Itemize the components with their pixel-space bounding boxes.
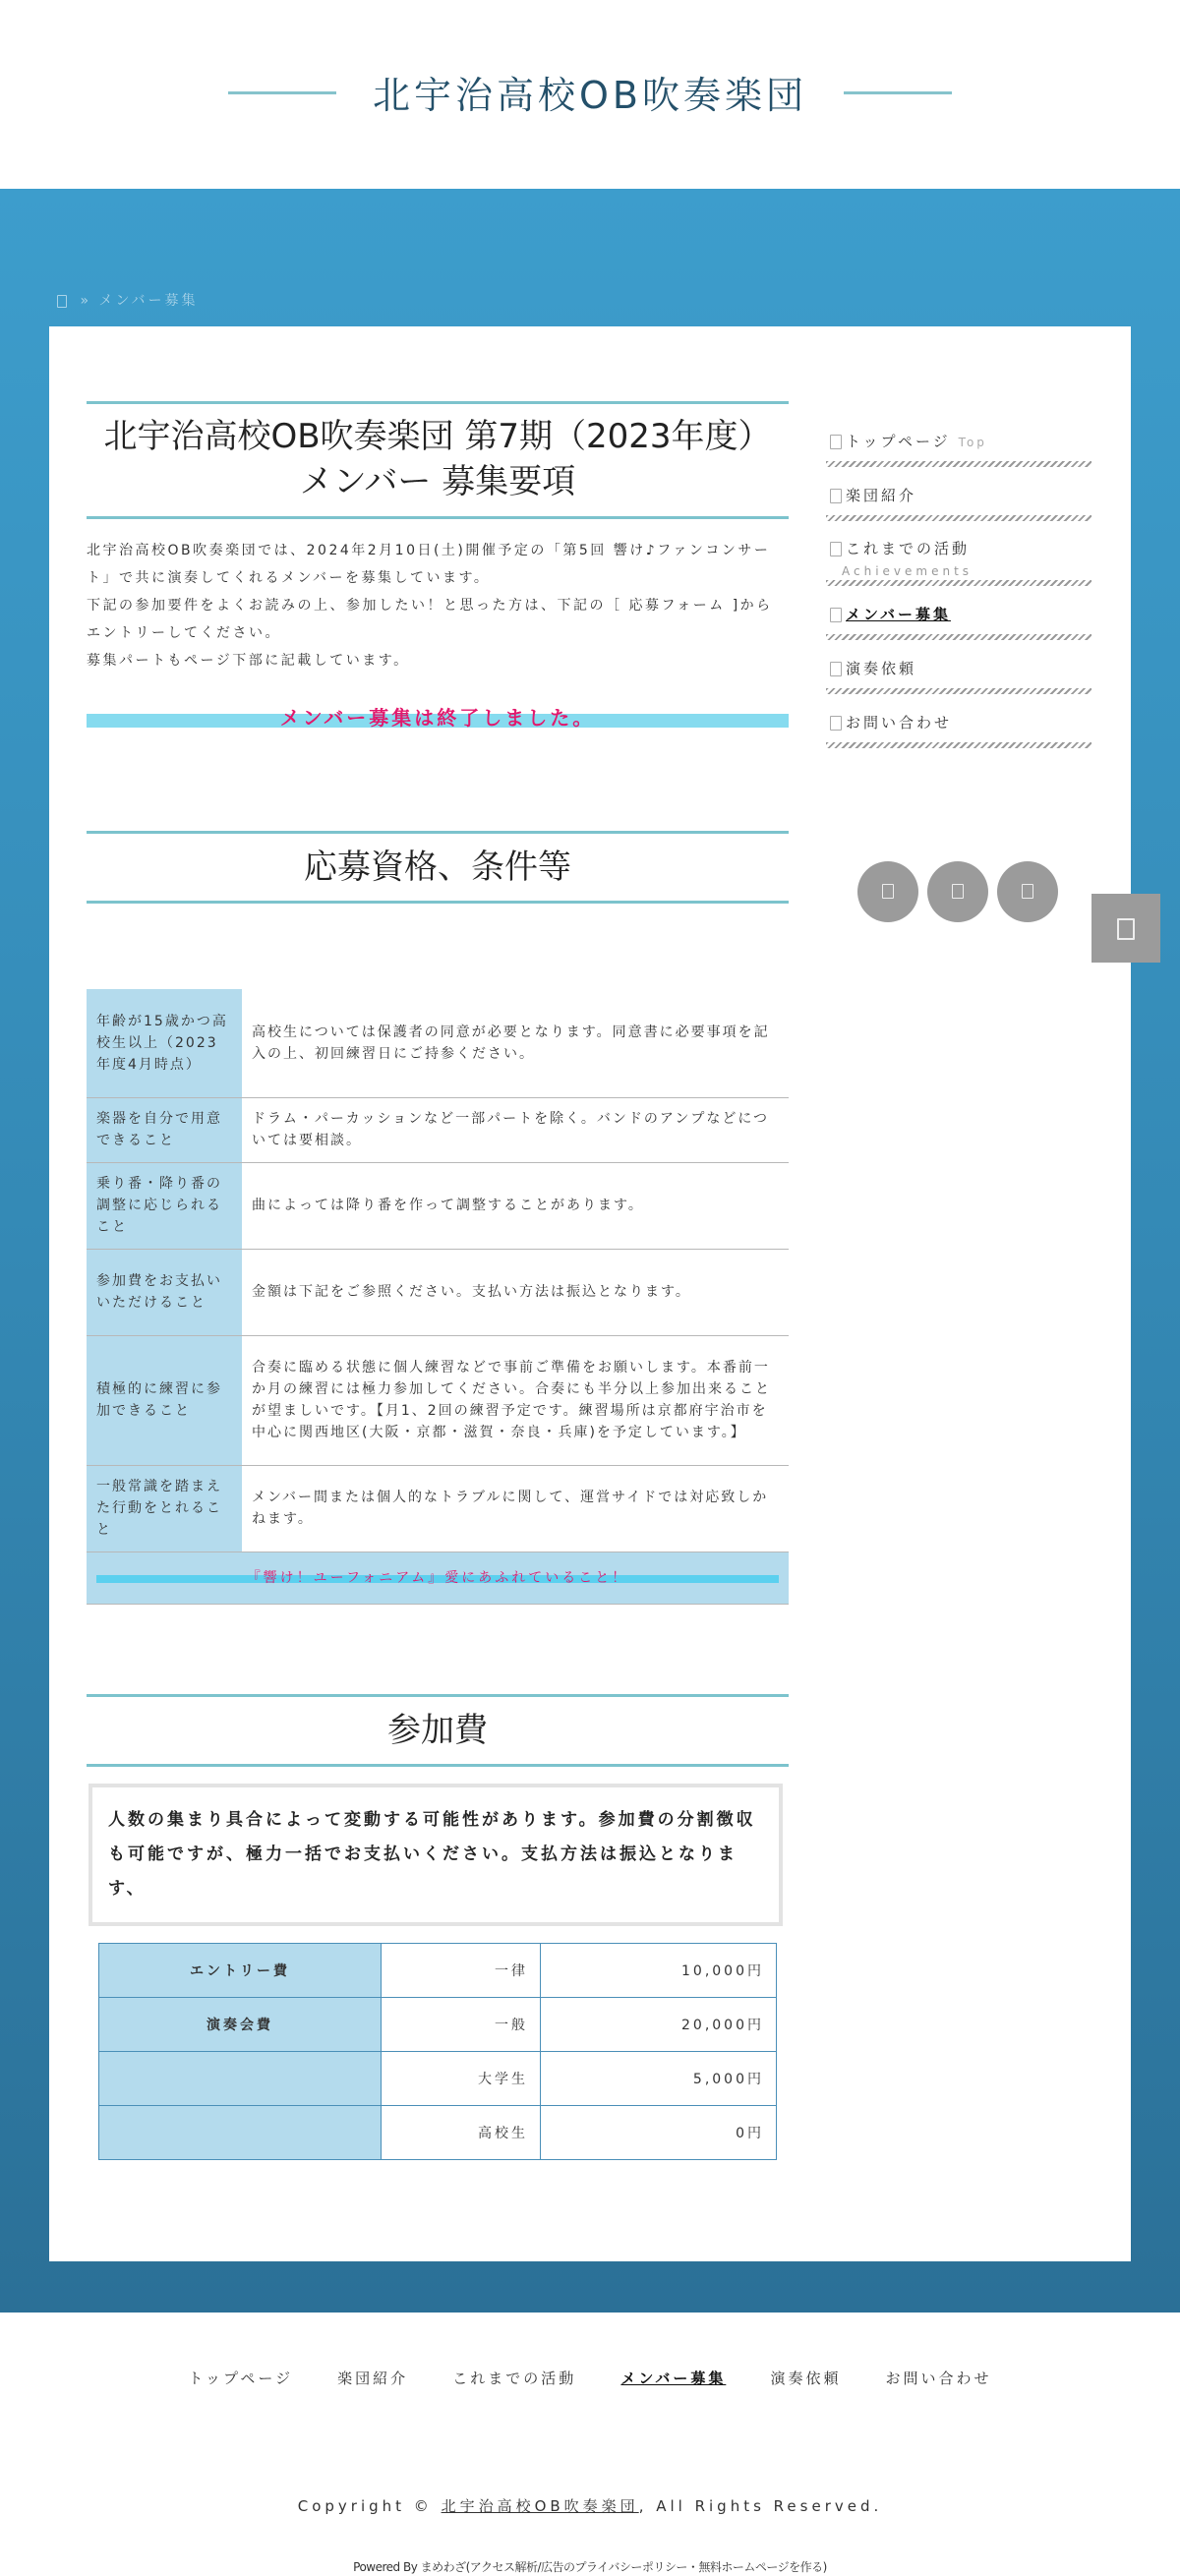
sidebar-nav: [826, 413, 1092, 748]
requirement-key: 楽器を自分で用意できること: [87, 1097, 242, 1162]
fee-amount: 10,000円: [541, 1944, 777, 1998]
breadcrumb: » メンバー募集: [57, 290, 199, 310]
sidebar-item-request[interactable]: [826, 640, 1092, 694]
requirements-footer: [87, 1551, 789, 1604]
sidebar-item-label: お問い合わせ: [846, 714, 953, 732]
page-icon: [830, 435, 842, 449]
footer-link-contact[interactable]: お問い合わせ: [885, 2370, 992, 2387]
main-content: [87, 401, 789, 2141]
footer-link-request[interactable]: 演奏依頼: [770, 2370, 842, 2387]
intro-text: [87, 537, 789, 674]
requirements-table: [87, 989, 789, 1605]
powered-by[interactable]: Powered By まめわざ(アクセス解析/広告のプライバシーポリシー・無料ホームページを作る): [353, 2560, 827, 2574]
copyright-prefix: Copyright ©: [297, 2497, 433, 2515]
fee-category: 演奏会費: [99, 1998, 382, 2052]
fee-amount: 20,000円: [541, 1998, 777, 2052]
page-icon: [830, 662, 842, 676]
footer-link-achievements[interactable]: これまでの活動: [452, 2370, 577, 2387]
sidebar-item-achievements[interactable]: [826, 521, 1092, 586]
site-title[interactable]: 北宇治高校OB吹奏楽団: [373, 74, 807, 117]
requirement-key: 参加費をお支払いいただけること: [87, 1249, 242, 1335]
fee-type: 一般: [382, 1998, 541, 2052]
sidebar-item-label: 楽団紹介: [846, 487, 917, 504]
requirement-value: 金額は下記をご参照ください。支払い方法は振込となります。: [242, 1249, 789, 1335]
share-icon: [952, 884, 964, 899]
footer-link-about[interactable]: 楽団紹介: [337, 2370, 409, 2387]
page-icon: [830, 542, 842, 556]
requirement-key: 一般常識を踏まえた行動をとれること: [87, 1465, 242, 1551]
requirement-value: 合奏に臨める状態に個人練習などで事前ご準備をお願いします。本番前一か月の練習には極力参加してください。合奏にも半分以上参加出来ることが望ましいです。【月1、2回の練習予定です。練習場所は京都府宇治市を中心に関西地区(大阪・京都・滋賀・奈良・兵庫)を予定しています。】: [242, 1335, 789, 1465]
requirement-key: 乗り番・降り番の調整に応じられること: [87, 1162, 242, 1249]
requirements-heading: 応募資格、条件等: [87, 831, 789, 904]
fee-type: 一律: [382, 1944, 541, 1998]
side-menu-tab[interactable]: [1092, 894, 1160, 963]
page-title: 北宇治高校OB吹奏楽団 第7期（2023年度）メンバー 募集要項: [87, 401, 789, 519]
ended-notice-text: メンバー募集は終了しました。: [279, 706, 596, 730]
fee-category: エントリー費: [99, 1944, 382, 1998]
requirements-section: [87, 831, 789, 904]
divider: [826, 742, 1092, 748]
share-icon: [882, 884, 894, 899]
recruitment-ended-notice: [87, 702, 789, 733]
copyright-link[interactable]: 北宇治高校OB吹奏楽団: [441, 2497, 639, 2515]
table-row: [87, 1249, 789, 1335]
page-icon: [830, 716, 842, 731]
table-row: [99, 2052, 777, 2106]
sidebar-item-recruit[interactable]: [826, 586, 1092, 640]
table-row: [87, 1162, 789, 1249]
requirement-value: 高校生については保護者の同意が必要となります。同意書に必要事項を記入の上、初回練習日にご持参ください。: [242, 989, 789, 1097]
sidebar-item-label: 演奏依頼: [846, 660, 917, 677]
fee-table: [98, 1943, 777, 2160]
copyright-suffix: , All Rights Reserved.: [638, 2497, 883, 2515]
site-header: [0, 0, 1180, 189]
page-icon: [830, 489, 842, 503]
requirement-value: メンバー間または個人的なトラブルに関して、運営サイドでは対応致しかねます。: [242, 1465, 789, 1551]
sidebar-item-label: メンバー募集: [846, 606, 951, 623]
copyright: [0, 2495, 1180, 2516]
requirement-value: 曲によっては降り番を作って調整することがあります。: [242, 1162, 789, 1249]
requirements-footer-text: 『響け！ユーフォニアム』愛にあふれていること！: [246, 1569, 629, 1586]
share-icon: [1022, 884, 1033, 899]
intro-line: 北宇治高校OB吹奏楽団では、2024年2月10日(土)開催予定の「第5回 響け♪ファンコンサート」で共に演奏してくれるメンバーを募集しています。: [87, 543, 771, 586]
menu-icon: [1117, 918, 1135, 940]
sidebar-item-top[interactable]: [826, 413, 1092, 467]
intro-line: 下記の参加要件をよくお読みの上、参加したい！と思った方は、下記の［ 応募フォーム ]からエントリーしてください。: [87, 598, 773, 641]
table-row: [87, 1335, 789, 1465]
fee-amount: 0円: [541, 2106, 777, 2160]
table-row: [99, 1944, 777, 1998]
requirement-key: 積極的に練習に参加できること: [87, 1335, 242, 1465]
requirement-key: 年齢が15歳かつ高校生以上（2023年度4月時点）: [87, 989, 242, 1097]
sidebar-item-sub: Achievements: [842, 564, 974, 578]
table-row: [87, 1551, 789, 1604]
sidebar-item-label: これまでの活動: [846, 540, 971, 557]
share-button[interactable]: [997, 861, 1058, 922]
home-icon[interactable]: [57, 295, 67, 308]
table-row: [87, 1097, 789, 1162]
table-row: [87, 989, 789, 1097]
sidebar-item-about[interactable]: [826, 467, 1092, 521]
title-decoration-right: [844, 91, 952, 94]
table-row: [99, 1998, 777, 2052]
fee-type: 大学生: [382, 2052, 541, 2106]
table-row: [87, 1465, 789, 1551]
sidebar-item-sub: Top: [958, 436, 987, 449]
sidebar-item-label: トップページ: [846, 433, 951, 450]
share-button[interactable]: [927, 861, 988, 922]
table-row: [99, 2106, 777, 2160]
fee-note: 人数の集まり具合によって変動する可能性があります。参加費の分割徴収も可能ですが、極力一括でお支払いください。支払方法は振込となります、: [88, 1784, 783, 1926]
fee-heading: 参加費: [87, 1694, 789, 1767]
fee-category: [99, 2106, 382, 2160]
requirement-value: ドラム・パーカッションなど一部パートを除く。バンドのアンプなどについては要相談。: [242, 1097, 789, 1162]
fee-section: [87, 1694, 789, 1767]
footer-link-recruit[interactable]: メンバー募集: [620, 2370, 727, 2387]
footer-link-top[interactable]: トップページ: [188, 2370, 294, 2387]
fee-amount: 5,000円: [541, 2052, 777, 2106]
fee-category: [99, 2052, 382, 2106]
share-button[interactable]: [857, 861, 918, 922]
breadcrumb-current: メンバー募集: [98, 293, 199, 309]
fee-type: 高校生: [382, 2106, 541, 2160]
footer-nav: [0, 2368, 1180, 2388]
intro-line: 募集パートもページ下部に記載しています。: [87, 653, 410, 669]
sidebar-item-contact[interactable]: [826, 694, 1092, 748]
page-icon: [830, 608, 842, 622]
